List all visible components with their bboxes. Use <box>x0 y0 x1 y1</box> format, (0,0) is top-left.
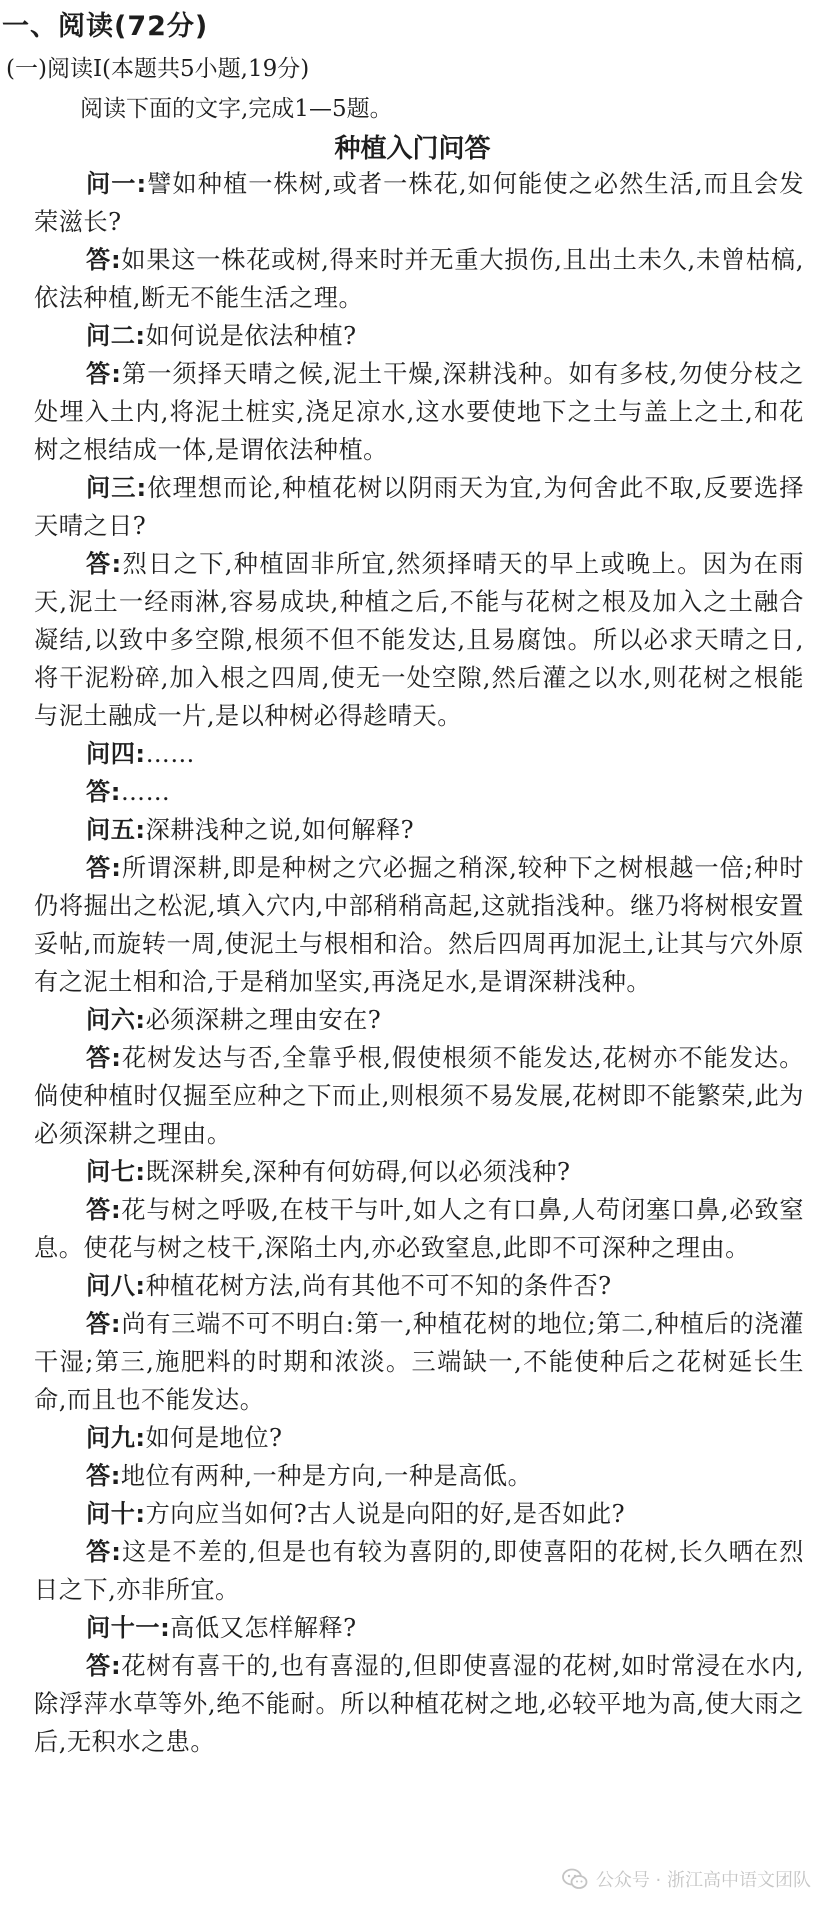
qa-tag: 问一: <box>86 170 147 198</box>
qa-tag: 答: <box>86 246 122 274</box>
qa-paragraph <box>34 1153 804 1191</box>
qa-paragraph <box>34 1457 804 1495</box>
section-title: 一、阅读(72分) <box>2 11 209 42</box>
qa-tag: 答: <box>86 550 122 578</box>
qa-tag: 答: <box>86 854 122 882</box>
wechat-icon <box>562 1868 588 1890</box>
qa-paragraph <box>34 1647 804 1761</box>
qa-paragraph <box>34 1191 804 1267</box>
qa-text: 地位有两种,一种是方向,一种是高低。 <box>120 1462 533 1490</box>
qa-paragraph <box>34 1533 804 1609</box>
qa-paragraph <box>34 1495 804 1533</box>
sub-title: (一)阅读Ⅰ(本题共5小题,19分) <box>6 56 310 82</box>
qa-text: 譬如种植一株树,或者一株花,如何能使之必然生活,而且会发荣滋长? <box>34 170 804 236</box>
qa-tag: 答: <box>86 1044 122 1072</box>
qa-text: 烈日之下,种植固非所宜,然须择晴天的早上或晚上。因为在雨天,泥土一经雨淋,容易成块,种植之后,不能与花树之根及加入之土融合凝结,以致中多空隙,根须不但不能发达,且易腐蚀。所以必求天晴之日,将干泥粉碎,加入根之四周,使无一处空隙,然后灌之以水,则花树之根能与泥土融成一片,是以种树必得趁晴天。 <box>34 550 804 730</box>
qa-tag: 答: <box>86 1462 121 1490</box>
qa-tag: 答: <box>86 778 121 806</box>
qa-paragraph <box>34 849 804 1001</box>
qa-text: 方向应当如何?古人说是向阳的好,是否如此? <box>145 1500 626 1528</box>
instruction: 阅读下面的文字,完成1—5题。 <box>80 96 393 122</box>
qa-text: 第一须择天晴之候,泥土干燥,深耕浅种。如有多枝,勿使分枝之处埋入土内,将泥土桩实,浇足凉水,这水要使地下之土与盖上之土,和花树之根结成一体,是谓依法种植。 <box>34 360 804 464</box>
qa-text: 高低又怎样解释? <box>170 1614 357 1642</box>
qa-tag: 问六: <box>86 1006 146 1034</box>
watermark <box>562 1866 811 1892</box>
qa-tag: 问七: <box>86 1158 146 1186</box>
qa-tag: 问十: <box>86 1500 146 1528</box>
qa-text: 尚有三端不可不明白:第一,种植花树的地位;第二,种植后的浇灌干湿;第三,施肥料的时期和浓淡。三端缺一,不能使种后之花树延长生命,而且也不能发达。 <box>34 1310 804 1414</box>
qa-tag: 问三: <box>86 474 147 502</box>
qa-text: 这是不差的,但是也有较为喜阴的,即使喜阳的花树,长久晒在烈日之下,亦非所宜。 <box>34 1538 804 1604</box>
qa-text: 必须深耕之理由安在? <box>145 1006 382 1034</box>
qa-paragraph <box>34 469 804 545</box>
qa-paragraph <box>34 735 804 773</box>
qa-paragraph <box>34 1001 804 1039</box>
qa-text: 所谓深耕,即是种树之穴必掘之稍深,较种下之树根越一倍;种时仍将掘出之松泥,填入穴内,中部稍稍高起,这就指浅种。继乃将树根安置妥帖,而旋转一周,使泥土与根相和洽。然后四周再加泥土,让其与穴外原有之泥土相和洽,于是稍加坚实,再浇足水,是谓深耕浅种。 <box>34 854 804 996</box>
qa-text: 花与树之呼吸,在枝干与叶,如人之有口鼻,人苟闭塞口鼻,必致窒息。使花与树之枝干,深陷土内,亦必致窒息,此即不可深种之理由。 <box>34 1196 804 1262</box>
qa-tag: 问九: <box>86 1424 146 1452</box>
qa-tag: 答: <box>86 1538 122 1566</box>
qa-text: …… <box>120 778 171 806</box>
qa-paragraph <box>34 1267 804 1305</box>
qa-text: 如果这一株花或树,得来时并无重大损伤,且出土未久,未曾枯槁,依法种植,断无不能生活之理。 <box>34 246 804 312</box>
qa-tag: 答: <box>86 1652 122 1680</box>
article-title: 种植入门问答 <box>334 134 491 164</box>
qa-tag: 问八: <box>86 1272 146 1300</box>
qa-text: 依理想而论,种植花树以阴雨天为宜,为何舍此不取,反要选择天晴之日? <box>34 474 804 540</box>
qa-tag: 答: <box>86 1310 122 1338</box>
qa-paragraph <box>34 545 804 735</box>
qa-paragraph <box>34 241 804 317</box>
qa-tag: 问五: <box>86 816 146 844</box>
qa-text: 如何是地位? <box>145 1424 283 1452</box>
qa-paragraph <box>34 1419 804 1457</box>
qa-paragraph <box>34 165 804 241</box>
qa-paragraph <box>34 773 804 811</box>
qa-tag: 问十一: <box>86 1614 171 1642</box>
qa-text: …… <box>145 740 195 768</box>
qa-paragraph <box>34 317 804 355</box>
qa-tag: 问二: <box>86 322 146 350</box>
qa-paragraph <box>34 1305 804 1419</box>
qa-text: 深耕浅种之说,如何解释? <box>145 816 415 844</box>
qa-paragraph <box>34 355 804 469</box>
qa-tag: 答: <box>86 360 122 388</box>
qa-paragraph <box>34 1609 804 1647</box>
qa-paragraph <box>34 811 804 849</box>
qa-text: 既深耕矣,深种有何妨碍,何以必须浅种? <box>145 1158 571 1186</box>
qa-tag: 答: <box>86 1196 122 1224</box>
watermark-text: 公众号 · 浙江高中语文团队 <box>595 1870 811 1891</box>
qa-paragraph <box>34 1039 804 1153</box>
qa-list <box>34 165 804 1761</box>
qa-text: 花树有喜干的,也有喜湿的,但即使喜湿的花树,如时常浸在水内,除浮萍水草等外,绝不能耐。所以种植花树之地,必较平地为高,使大雨之后,无积水之患。 <box>34 1652 804 1756</box>
qa-text: 花树发达与否,全靠乎根,假使根须不能发达,花树亦不能发达。倘使种植时仅掘至应种之下而止,则根须不易发展,花树即不能繁荣,此为必须深耕之理由。 <box>34 1044 804 1148</box>
qa-text: 种植花树方法,尚有其他不可不知的条件否? <box>145 1272 612 1300</box>
qa-text: 如何说是依法种植? <box>145 322 357 350</box>
qa-tag: 问四: <box>86 740 146 768</box>
